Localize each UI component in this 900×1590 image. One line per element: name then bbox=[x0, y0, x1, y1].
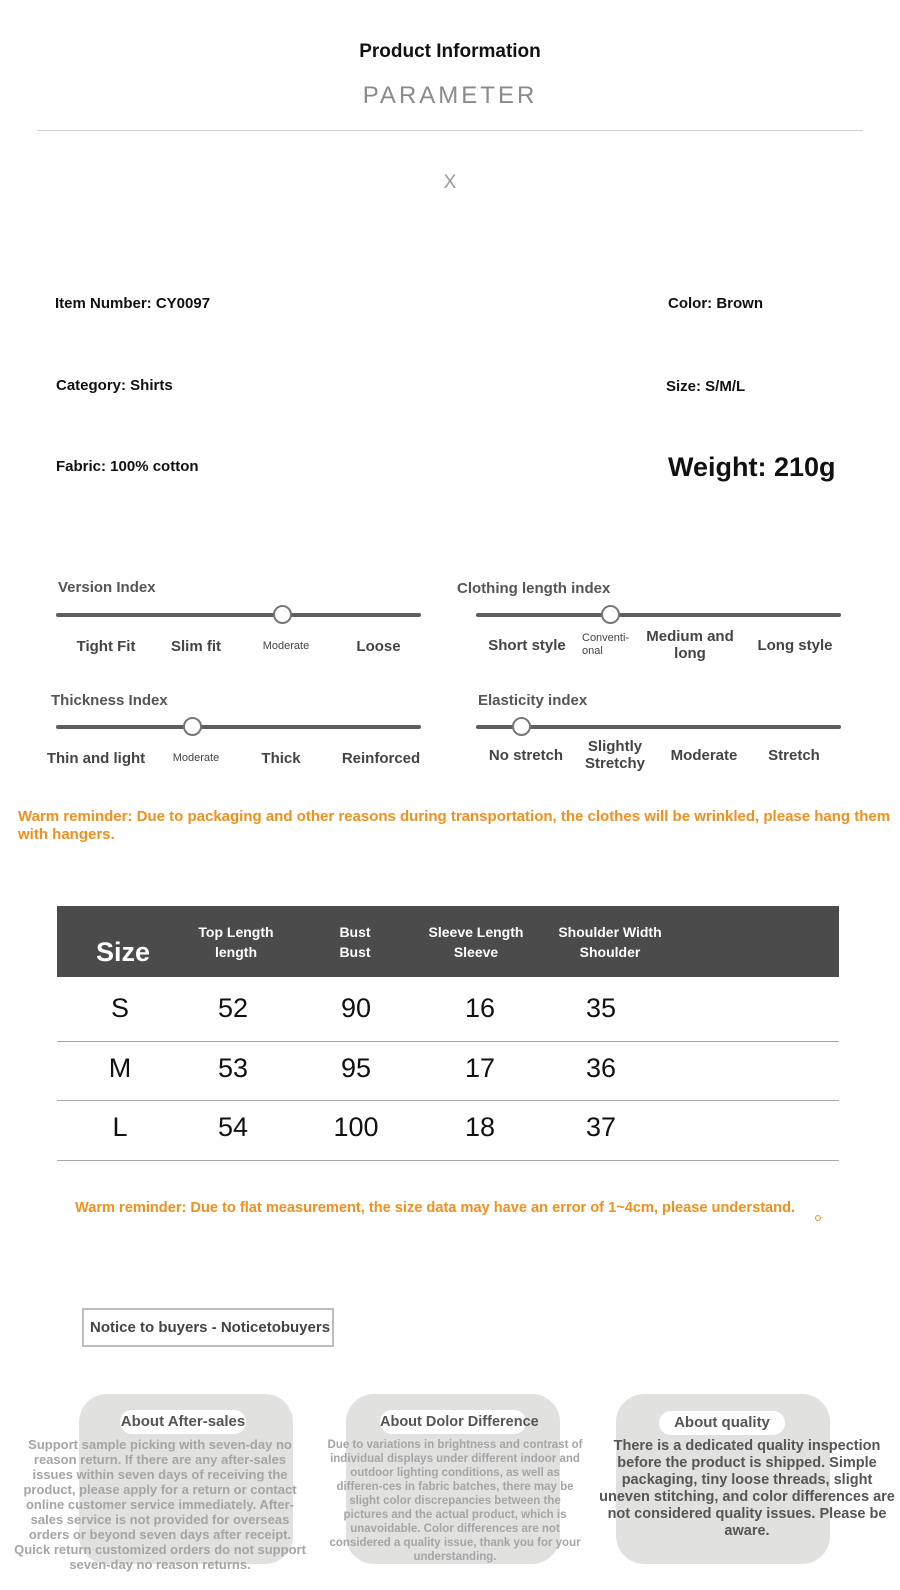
close-mark: X bbox=[443, 172, 457, 193]
color-difference-title: About Dolor Difference bbox=[380, 1410, 526, 1434]
cell-sleeve: 18 bbox=[464, 1112, 496, 1142]
row-divider bbox=[57, 1160, 839, 1161]
clothing-length-option-selected: Conventi-onal bbox=[582, 632, 630, 657]
version-index-label: Version Index bbox=[58, 579, 156, 596]
version-option: Tight Fit bbox=[76, 637, 136, 655]
notice-title: Notice to buyers - Noticetobuyers bbox=[90, 1319, 331, 1336]
row-divider bbox=[57, 1041, 839, 1042]
clothing-length-knob[interactable] bbox=[601, 605, 620, 624]
version-options bbox=[56, 632, 421, 660]
color-difference-body: Due to variations in brightness and contrast of individual displays under different indoor and outdoor lighting conditions, as well as differen-ces in fabric batches, there may be slight color discrepancies between the pictures and the actual product, which is unavoidable. Color differences are not considered a quality issue, thank you for your understanding. bbox=[327, 1439, 583, 1563]
elasticity-index-knob[interactable] bbox=[512, 717, 531, 736]
elasticity-option: Moderate bbox=[670, 746, 738, 764]
version-index-track[interactable] bbox=[56, 613, 421, 617]
cell-sleeve: 17 bbox=[464, 1053, 496, 1083]
bust-label: Bust bbox=[339, 924, 371, 940]
elasticity-option-selected: No stretch bbox=[488, 746, 564, 764]
cell-shoulder: 35 bbox=[585, 993, 617, 1023]
thickness-option: Reinforced bbox=[341, 749, 421, 767]
cell-bust: 95 bbox=[340, 1053, 372, 1083]
cell-size: L bbox=[112, 1112, 128, 1142]
cell-bust: 100 bbox=[333, 1112, 379, 1142]
cell-sleeve: 16 bbox=[464, 993, 496, 1023]
top-length-header bbox=[176, 922, 296, 962]
row-divider bbox=[57, 1100, 839, 1101]
sleeve-length-label: Sleeve Length bbox=[428, 924, 524, 940]
version-option-selected: Moderate bbox=[262, 639, 310, 652]
quality-title: About quality bbox=[659, 1411, 785, 1435]
after-sales-body: Support sample picking with seven-day no reason return. If there are any after-sales issues within seven days of receiving the product, please apply for a return or contact online customer service immediately. After-sales service is not provided for overseas orders or beyond seven days after receipt. Quick return customized orders do not support seven-day no reason returns. bbox=[14, 1437, 306, 1572]
notice-box bbox=[82, 1308, 334, 1347]
thickness-index-track[interactable] bbox=[56, 725, 421, 729]
spec-weight: Weight: 210g bbox=[668, 452, 836, 482]
shoulder-width-sub: Shoulder bbox=[579, 944, 641, 960]
clothing-length-track[interactable] bbox=[476, 613, 841, 617]
clothing-length-label: Clothing length index bbox=[457, 580, 611, 597]
elasticity-option: Stretch bbox=[768, 746, 820, 764]
cell-size: M bbox=[108, 1053, 132, 1083]
elasticity-options bbox=[476, 735, 856, 775]
cell-shoulder: 37 bbox=[585, 1112, 617, 1142]
spec-fabric: Fabric: 100% cotton bbox=[56, 458, 199, 475]
page-subtitle: PARAMETER bbox=[362, 82, 538, 109]
cell-size: S bbox=[110, 993, 129, 1023]
cell-top-length: 53 bbox=[217, 1053, 249, 1083]
shoulder-width-header bbox=[545, 922, 675, 962]
version-option: Loose bbox=[356, 637, 401, 655]
version-option: Slim fit bbox=[170, 637, 221, 655]
version-index-knob[interactable] bbox=[273, 605, 292, 624]
spec-size: Size: S/M/L bbox=[666, 378, 746, 395]
bust-header bbox=[315, 922, 395, 962]
quality-body: There is a dedicated quality inspection before the product is shipped. Simple packaging, tiny loose threads, slight uneven stitching, and color differences are not considered quality issues. Please be aware. bbox=[599, 1438, 895, 1539]
packaging-warning: Warm reminder: Due to packaging and other reasons during transportation, the clothes will be wrinkled, please hang them with hangers. bbox=[18, 808, 891, 843]
spec-item-number: Item Number: CY0097 bbox=[55, 295, 211, 312]
measurement-warning: Warm reminder: Due to flat measurement, the size data may have an error of 1~4cm, please understand. bbox=[75, 1200, 796, 1216]
clothing-length-option: Short style bbox=[488, 636, 566, 654]
top-length-sub: length bbox=[215, 944, 257, 960]
shoulder-width-label: Shoulder Width bbox=[558, 924, 662, 940]
cell-top-length: 52 bbox=[217, 993, 249, 1023]
clothing-length-options bbox=[476, 625, 856, 665]
bust-sub: Bust bbox=[339, 944, 371, 960]
thickness-index-knob[interactable] bbox=[183, 717, 202, 736]
thickness-options bbox=[36, 744, 436, 772]
sleeve-length-sub: Sleeve bbox=[453, 944, 499, 960]
after-sales-title: About After-sales bbox=[120, 1410, 246, 1434]
elasticity-option: Slightly Stretchy bbox=[584, 738, 646, 772]
spec-color: Color: Brown bbox=[668, 295, 763, 312]
cell-shoulder: 36 bbox=[585, 1053, 617, 1083]
elasticity-index-label: Elasticity index bbox=[478, 692, 588, 709]
spec-category: Category: Shirts bbox=[56, 377, 173, 394]
thickness-option: Thin and light bbox=[46, 749, 146, 767]
clothing-length-option: Medium and long bbox=[646, 628, 734, 662]
thickness-index-label: Thickness Index bbox=[51, 692, 168, 709]
thickness-option: Thick bbox=[261, 749, 301, 767]
cell-top-length: 54 bbox=[217, 1112, 249, 1142]
circle-icon bbox=[815, 1215, 821, 1221]
sleeve-length-header bbox=[414, 922, 538, 962]
divider bbox=[37, 130, 863, 131]
size-column-header: Size bbox=[96, 937, 151, 967]
cell-bust: 90 bbox=[340, 993, 372, 1023]
page-title: Product Information bbox=[359, 41, 541, 62]
thickness-option-selected: Moderate bbox=[172, 751, 220, 764]
top-length-label: Top Length bbox=[198, 924, 274, 940]
clothing-length-option: Long style bbox=[757, 636, 833, 654]
